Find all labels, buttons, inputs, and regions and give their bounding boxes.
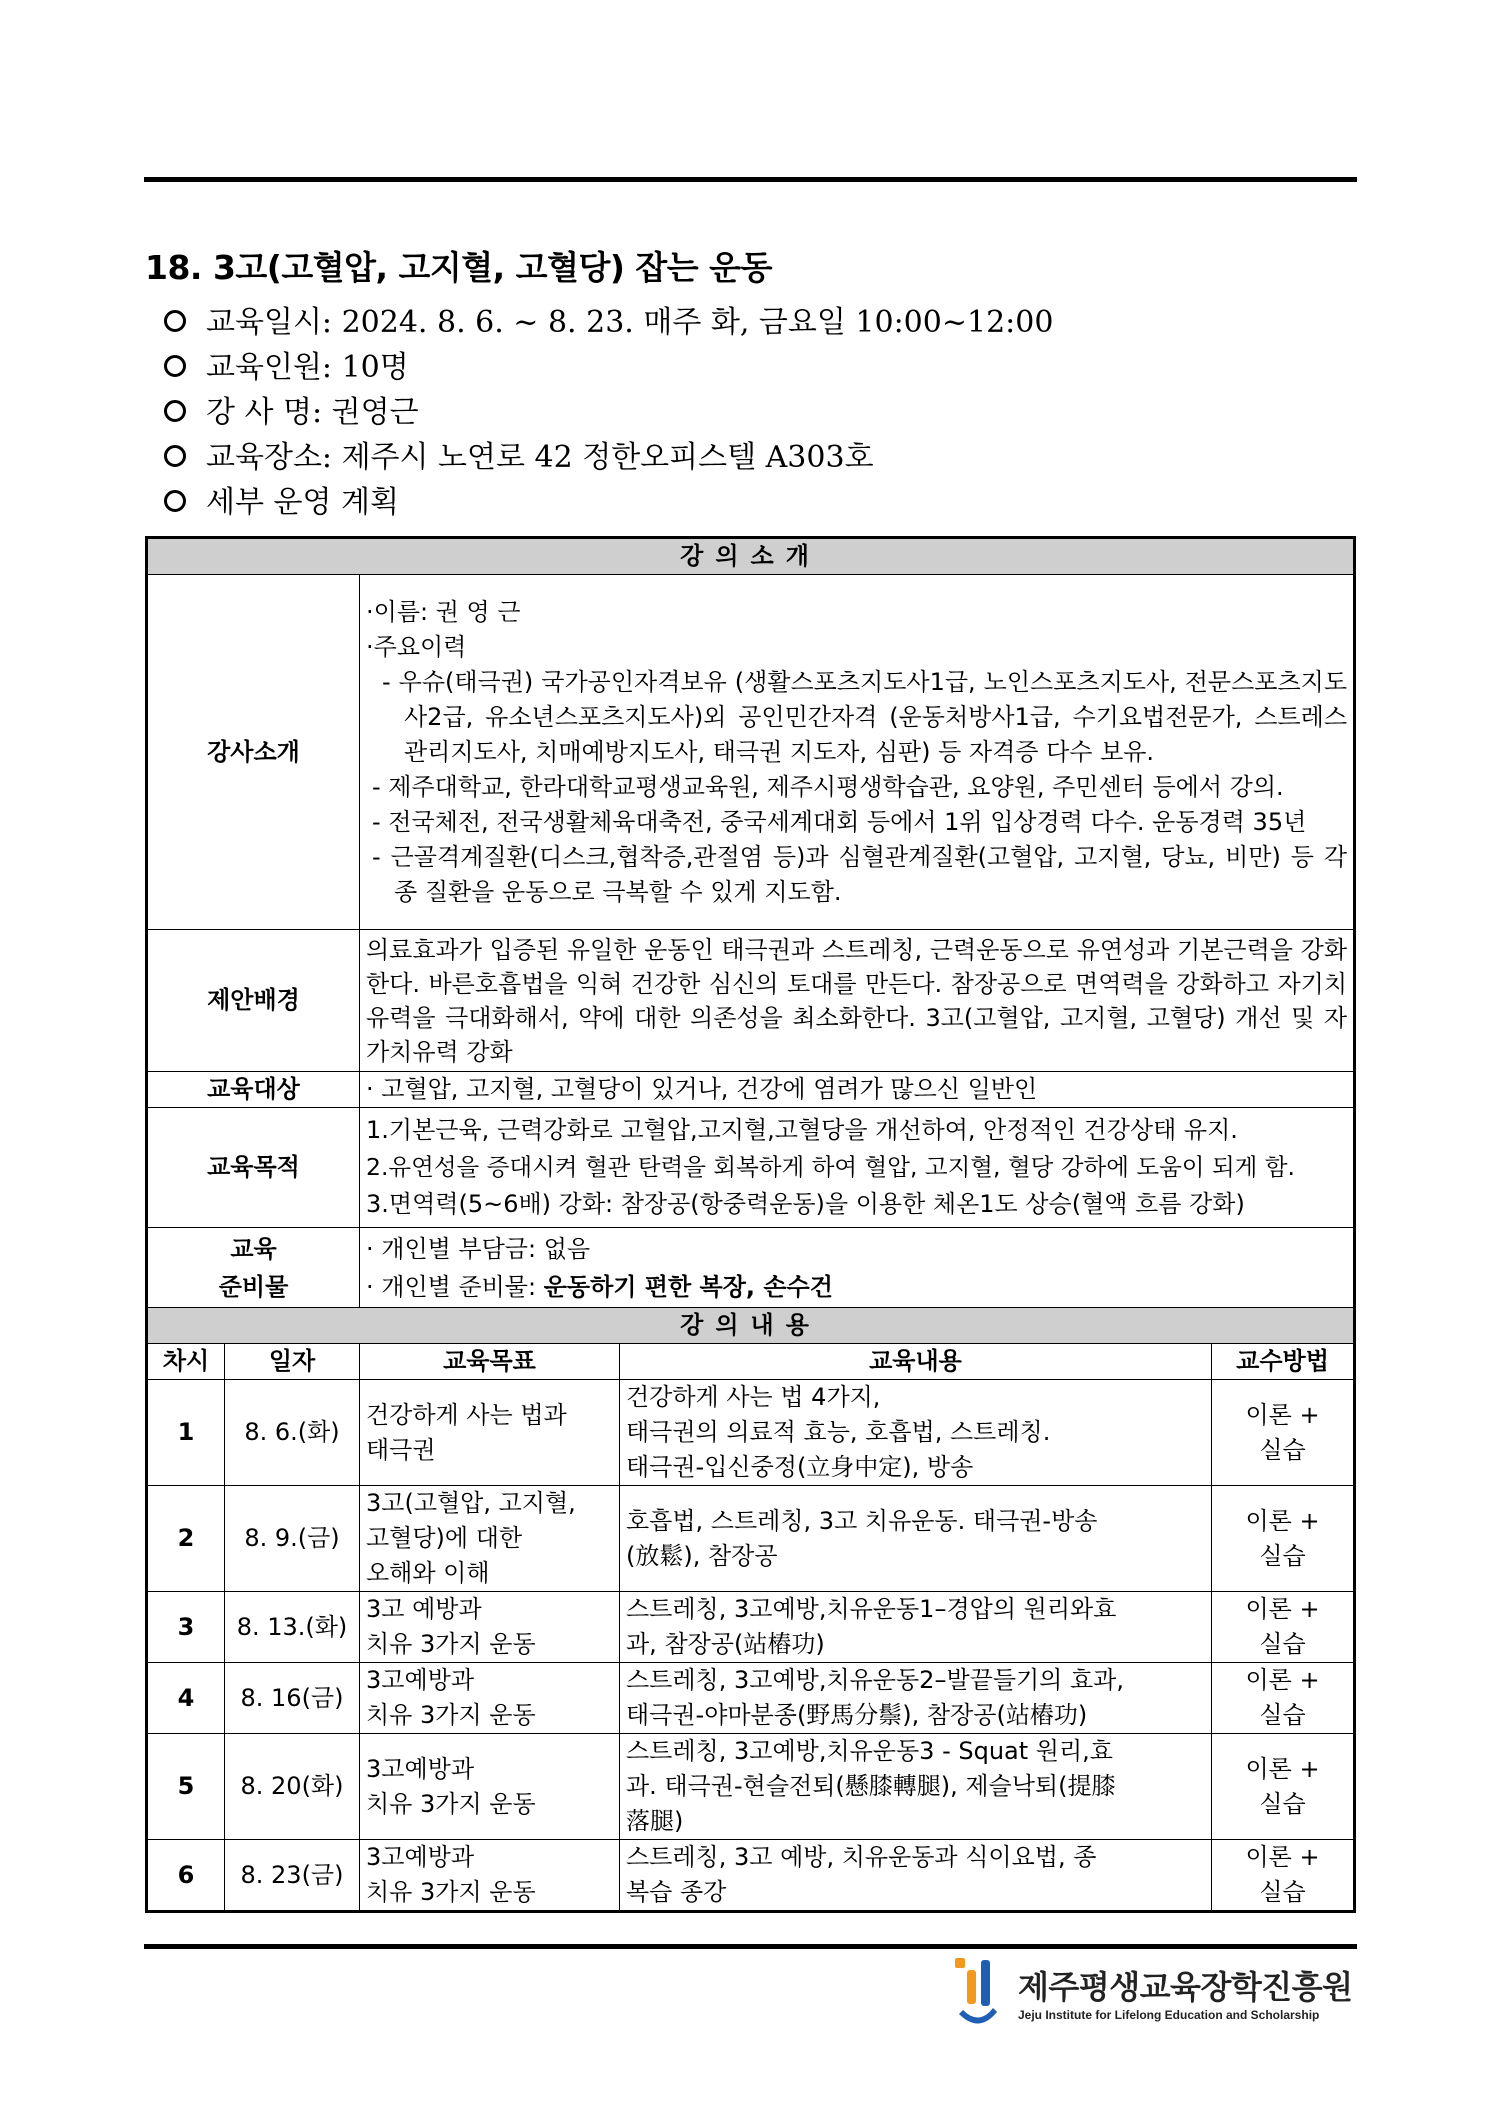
- col-header-content: 교육내용: [620, 1344, 1212, 1380]
- col-header-session: 차시: [147, 1344, 225, 1380]
- session-goal: [360, 1592, 620, 1663]
- session-content: [620, 1592, 1212, 1663]
- session-content: [620, 1734, 1212, 1840]
- career-item: - 근골격계질환(디스크,협착증,관절염 등)과 심혈관계질환(고혈압, 고지혈, 당뇨, 비만) 등 각종 질환을 운동으로 극복할 수 있게 지도함.: [372, 842, 1348, 906]
- method-line: 실습: [1259, 1789, 1306, 1818]
- session-date: 8. 23(금): [225, 1840, 360, 1912]
- session-method: [1212, 1734, 1355, 1840]
- session-content: [620, 1663, 1212, 1734]
- career-heading: ·주요이력: [366, 632, 467, 661]
- institute-subtitle: Jeju Institute for Lifelong Education and Scholarship: [1018, 2008, 1320, 2022]
- content-line: 스트레칭, 3고예방,치유운동1–경압의 원리와효: [626, 1595, 1117, 1623]
- session-date: 8. 20(화): [225, 1734, 360, 1840]
- session-date: 8. 16(금): [225, 1663, 360, 1734]
- supplies-label-line: 교육: [230, 1234, 277, 1263]
- content-line: 태극권-야마분종(野馬分鬃), 참장공(站樁功): [626, 1701, 1088, 1729]
- circle-bullet-icon: [164, 310, 186, 332]
- session-goal: [360, 1663, 620, 1734]
- instructor-detail: [360, 575, 1355, 930]
- session-content: [620, 1840, 1212, 1912]
- session-date: 8. 6.(화): [225, 1380, 360, 1486]
- session-method: [1212, 1592, 1355, 1663]
- background-text: 의료효과가 입증된 유일한 운동인 태극권과 스트레칭, 근력운동으로 유연성과 기본근력을 강화한다. 바른호흡법을 익혀 건강한 심신의 토대를 만든다. 참장공으로 면역력을 강화하고 자기치유력을 극대화해서, 약에 대한 의존성을 최소화한다. 3고(고혈압, 고지혈, 고혈당) 개선 및 자가치유력 강화: [360, 930, 1355, 1072]
- instructor-label: 강사소개: [147, 575, 360, 930]
- goal-line: 치유 3가지 운동: [366, 1630, 536, 1658]
- content-line: 과. 태극권-현슬전퇴(懸膝轉腿), 제슬낙퇴(提膝: [626, 1772, 1116, 1800]
- purpose-item: 3.면역력(5~6배) 강화: 참장공(항중력운동)을 이용한 체온1도 상승(혈액 흐름 강화): [366, 1190, 1245, 1218]
- table-row: [147, 1734, 1355, 1840]
- supplies-label-line: 준비물: [218, 1272, 289, 1301]
- content-line: 호흡법, 스트레칭, 3고 치유운동. 태극권-방송: [626, 1506, 1098, 1535]
- purpose-item: 2.유연성을 증대시켜 혈관 탄력을 회복하게 하여 혈압, 고지혈, 혈당 강하에 도움이 되게 함.: [366, 1153, 1296, 1181]
- table-row: [147, 1592, 1355, 1663]
- session-number: 6: [147, 1840, 225, 1912]
- purpose-label: 교육목적: [147, 1108, 360, 1228]
- method-line: 이론 +: [1245, 1595, 1320, 1623]
- content-line: 태극권-입신중정(立身中定), 방송: [626, 1453, 974, 1481]
- session-goal: [360, 1380, 620, 1486]
- top-rule: [144, 177, 1357, 182]
- session-method: [1212, 1486, 1355, 1592]
- content-line: 과, 참장공(站樁功): [626, 1630, 825, 1658]
- goal-line: 치유 3가지 운동: [366, 1878, 536, 1906]
- info-text: 세부 운영 계획: [206, 485, 399, 520]
- session-number: 2: [147, 1486, 225, 1592]
- info-item-location: [164, 435, 1053, 480]
- goal-line: 건강하게 사는 법과: [366, 1400, 567, 1429]
- supplies-prep-prefix: · 개인별 준비물:: [366, 1272, 544, 1301]
- col-header-goal: 교육목표: [360, 1344, 620, 1380]
- method-line: 실습: [1259, 1541, 1306, 1570]
- info-text: 교육장소: 제주시 노연로 42 정한오피스텔 A303호: [206, 440, 874, 475]
- content-line: 건강하게 사는 법 4가지,: [626, 1383, 881, 1411]
- col-header-method: 교수방법: [1212, 1344, 1355, 1380]
- target-label: 교육대상: [147, 1072, 360, 1108]
- method-line: 이론 +: [1245, 1754, 1320, 1783]
- goal-line: 치유 3가지 운동: [366, 1789, 536, 1818]
- target-text: · 고혈압, 고지혈, 고혈당이 있거나, 건강에 염려가 많으신 일반인: [360, 1072, 1355, 1108]
- purpose-item: 1.기본근육, 근력강화로 고혈압,고지혈,고혈당을 개선하여, 안정적인 건강상태 유지.: [366, 1116, 1238, 1144]
- institute-name: 제주평생교육장학진흥원: [1018, 1968, 1353, 2006]
- circle-bullet-icon: [164, 400, 186, 422]
- goal-line: 오해와 이해: [366, 1559, 490, 1587]
- content-line: (放鬆), 참장공: [626, 1541, 778, 1570]
- method-line: 이론 +: [1245, 1506, 1320, 1535]
- info-item-date: [164, 300, 1053, 345]
- circle-bullet-icon: [164, 490, 186, 512]
- info-item-plan: [164, 480, 1053, 525]
- plan-table: [145, 536, 1356, 1913]
- method-line: 이론 +: [1245, 1666, 1320, 1694]
- session-date: 8. 9.(금): [225, 1486, 360, 1592]
- session-content: [620, 1486, 1212, 1592]
- session-goal: [360, 1840, 620, 1912]
- goal-line: 3고예방과: [366, 1754, 475, 1783]
- page-title: 18. 3고(고혈압, 고지혈, 고혈당) 잡는 운동: [145, 248, 772, 287]
- session-method: [1212, 1380, 1355, 1486]
- info-item-capacity: [164, 345, 1053, 390]
- method-line: 실습: [1259, 1630, 1306, 1658]
- logo-mark-icon: [955, 1958, 997, 2024]
- session-method: [1212, 1663, 1355, 1734]
- session-date: 8. 13.(화): [225, 1592, 360, 1663]
- supplies-detail: [360, 1228, 1355, 1308]
- instructor-name: ·이름: 권 영 근: [366, 597, 521, 626]
- background-label: 제안배경: [147, 930, 360, 1072]
- method-line: 이론 +: [1245, 1400, 1320, 1429]
- content-line: 落腿): [626, 1807, 684, 1835]
- method-line: 실습: [1259, 1435, 1306, 1464]
- session-number: 4: [147, 1663, 225, 1734]
- content-line: 스트레칭, 3고예방,치유운동3 - Squat 원리,효: [626, 1737, 1113, 1765]
- supplies-label: [147, 1228, 360, 1308]
- info-text: 교육인원: 10명: [206, 350, 409, 385]
- table-row: [147, 1380, 1355, 1486]
- col-header-date: 일자: [225, 1344, 360, 1380]
- goal-line: 치유 3가지 운동: [366, 1701, 536, 1729]
- info-text: 교육일시: 2024. 8. 6. ~ 8. 23. 매주 화, 금요일 10:00~12:00: [206, 305, 1054, 340]
- session-goal: [360, 1734, 620, 1840]
- info-list: [164, 300, 1053, 525]
- purpose-detail: [360, 1108, 1355, 1228]
- content-line: 스트레칭, 3고예방,치유운동2–발끝들기의 효과,: [626, 1666, 1124, 1694]
- content-line: 태극권의 의료적 효능, 호흡법, 스트레칭.: [626, 1418, 1051, 1446]
- goal-line: 태극권: [366, 1435, 436, 1464]
- goal-line: 3고예방과: [366, 1843, 475, 1871]
- content-band: 강의내용: [147, 1308, 1355, 1344]
- table-row: [147, 1486, 1355, 1592]
- supplies-prep-items: 운동하기 편한 복장, 손수건: [543, 1272, 833, 1301]
- session-content: [620, 1380, 1212, 1486]
- method-line: 실습: [1259, 1878, 1306, 1906]
- goal-line: 3고(고혈압, 고지혈,: [366, 1489, 576, 1517]
- goal-line: 3고 예방과: [366, 1595, 482, 1623]
- method-line: 실습: [1259, 1701, 1306, 1729]
- table-row: [147, 1663, 1355, 1734]
- supplies-prep: [366, 1268, 1347, 1306]
- goal-line: 3고예방과: [366, 1666, 475, 1694]
- supplies-fee: · 개인별 부담금: 없음: [366, 1234, 591, 1263]
- session-number: 1: [147, 1380, 225, 1486]
- info-text: 강 사 명: 권영근: [206, 395, 419, 430]
- goal-line: 고혈당)에 대한: [366, 1524, 523, 1552]
- session-number: 3: [147, 1592, 225, 1663]
- bottom-rule: [144, 1944, 1357, 1949]
- circle-bullet-icon: [164, 355, 186, 377]
- info-item-instructor: [164, 390, 1053, 435]
- career-item: - 전국체전, 전국생활체육대축전, 중국세계대회 등에서 1위 입상경력 다수. 운동경력 35년: [372, 807, 1307, 836]
- session-method: [1212, 1840, 1355, 1912]
- circle-bullet-icon: [164, 445, 186, 467]
- intro-band: 강의소개: [147, 538, 1355, 575]
- session-number: 5: [147, 1734, 225, 1840]
- table-row: [147, 1840, 1355, 1912]
- method-line: 이론 +: [1245, 1843, 1320, 1871]
- content-line: 복습 종강: [626, 1878, 727, 1906]
- session-goal: [360, 1486, 620, 1592]
- content-line: 스트레칭, 3고 예방, 치유운동과 식이요법, 종: [626, 1843, 1097, 1871]
- career-item: - 제주대학교, 한라대학교평생교육원, 제주시평생학습관, 요양원, 주민센터 등에서 강의.: [372, 772, 1284, 801]
- career-item: - 우슈(태극권) 국가공인자격보유 (생활스포츠지도사1급, 노인스포츠지도사, 전문스포츠지도사2급, 유소년스포츠지도사)외 공인민간자격 (운동처방사1급, 수기요법전문가, 스트레스관리지도사, 치매예방지도사, 태극권 지도자, 심판) 등 자격증 다수 보유.: [382, 667, 1348, 766]
